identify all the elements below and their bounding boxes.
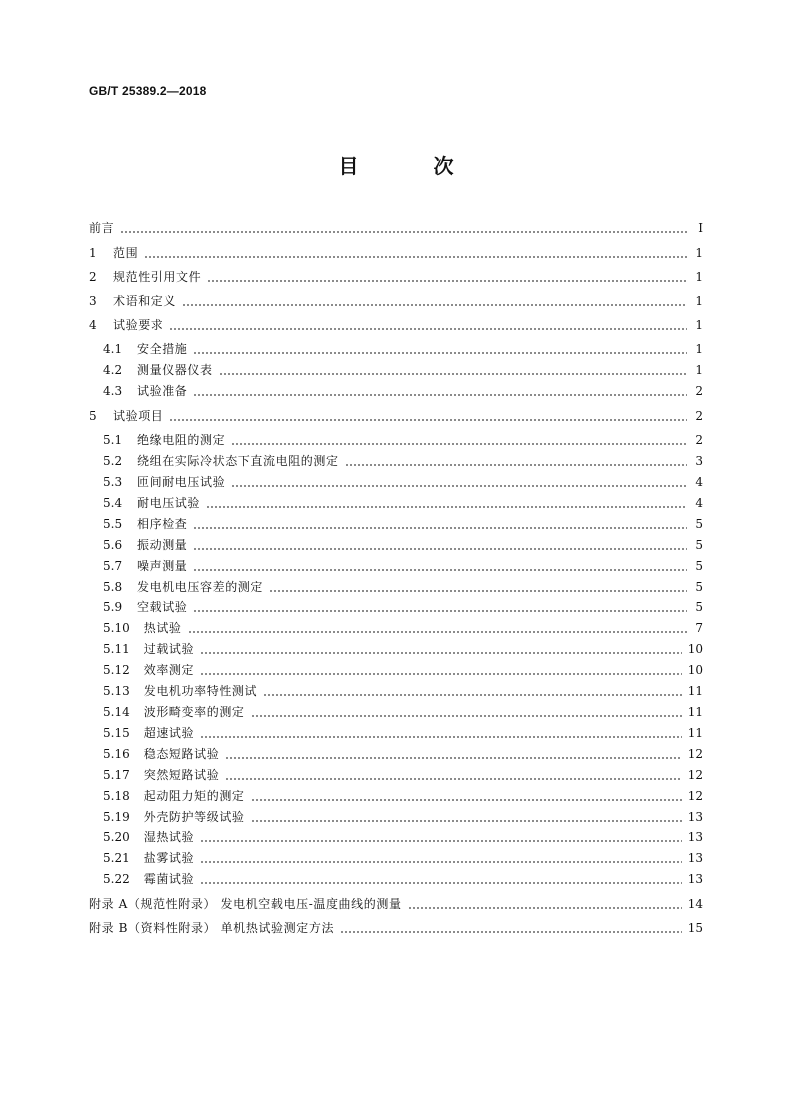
toc-entry[interactable] [103, 722, 703, 740]
toc-entry-label: 附录 B（资料性附录） 单机热试验测定方法 [89, 921, 335, 935]
dot-leader [251, 789, 682, 803]
toc-entry[interactable] [89, 266, 703, 284]
dot-leader [182, 294, 687, 308]
toc-entry-number: 5.4 [103, 496, 123, 510]
toc-entry-number: 5.2 [103, 454, 123, 468]
toc-entry-label: 湿热试验 [143, 830, 195, 844]
toc-entry-label: 突然短路试验 [143, 768, 220, 782]
toc-entry[interactable] [89, 893, 703, 911]
toc-entry-label: 热试验 [143, 621, 182, 635]
toc-entry-page: 11 [687, 684, 703, 698]
toc-entry-page: 2 [695, 409, 703, 423]
toc-entry-label: 起动阻力矩的测定 [143, 789, 245, 803]
toc-entry[interactable] [103, 471, 703, 489]
toc-entry[interactable] [89, 405, 703, 423]
toc-entry[interactable] [103, 492, 703, 510]
toc-entry-page: 13 [687, 872, 703, 886]
dot-leader [193, 538, 687, 552]
toc-entry-label: 测量仪器仪表 [137, 363, 213, 377]
toc-entry-page: 1 [695, 246, 703, 260]
toc-entry[interactable] [103, 680, 703, 698]
toc-entry-number: 5.19 [103, 810, 130, 824]
dot-leader [193, 342, 687, 356]
toc-entry-page: 5 [695, 559, 703, 573]
dot-leader [225, 768, 681, 782]
toc-entry-number: 4.3 [103, 384, 123, 398]
dot-leader [345, 454, 687, 468]
toc-entry-page: 5 [695, 580, 703, 594]
toc-entry-page: 1 [695, 363, 703, 377]
toc-entry-number: 2 [89, 270, 97, 284]
toc-entry-page: 5 [695, 538, 703, 552]
toc-entry-page: 14 [687, 897, 703, 911]
toc-entry-label: 附录 A（规范性附录） 发电机空载电压-温度曲线的测量 [89, 897, 402, 911]
toc-entry-number: 5.22 [103, 872, 130, 886]
toc-entry-page: 1 [695, 318, 703, 332]
dot-leader [120, 221, 687, 235]
toc-entry-label: 匝间耐电压试验 [137, 475, 226, 489]
toc-entry-page: 5 [695, 600, 703, 614]
toc-entry[interactable] [103, 429, 703, 447]
toc-entry-number: 4 [89, 318, 97, 332]
toc-entry-number: 5.10 [103, 621, 130, 635]
toc-entry-page: 12 [687, 747, 703, 761]
dot-leader [225, 747, 681, 761]
toc-entry[interactable] [103, 596, 703, 614]
toc-entry-label: 振动测量 [137, 538, 188, 552]
toc-entry-number: 1 [89, 246, 97, 260]
toc-entry[interactable] [103, 555, 703, 573]
dot-leader [231, 433, 687, 447]
dot-leader [193, 559, 687, 573]
toc-entry[interactable] [103, 450, 703, 468]
toc-entry[interactable] [89, 290, 703, 308]
toc-entry-page: 13 [687, 810, 703, 824]
toc-entry-page: 2 [695, 384, 703, 398]
dot-leader [263, 684, 682, 698]
toc-entry-page: 10 [687, 642, 703, 656]
toc-entry-page: 4 [695, 496, 703, 510]
toc-entry-label: 盐雾试验 [143, 851, 195, 865]
toc-entry[interactable] [103, 659, 703, 677]
dot-leader [340, 921, 682, 935]
dot-leader [408, 897, 682, 911]
dot-leader [193, 517, 687, 531]
toc-entry[interactable] [103, 359, 703, 377]
toc-title: 目 次 [338, 154, 488, 178]
dot-leader [200, 642, 682, 656]
toc-entry-label: 发电机功率特性测试 [143, 684, 258, 698]
toc-entry[interactable] [103, 868, 703, 886]
toc-entry-label: 霉菌试验 [143, 872, 195, 886]
toc-entry-label: 空载试验 [137, 600, 188, 614]
toc-entry-page: I [698, 221, 703, 235]
toc-entry-label: 效率测定 [143, 663, 195, 677]
dot-leader [169, 409, 687, 423]
toc-entry-label: 发电机电压容差的测定 [137, 580, 264, 594]
toc-entry-label: 前言 [89, 221, 115, 235]
toc-entry-page: 12 [687, 789, 703, 803]
toc-entry-page: 4 [695, 475, 703, 489]
toc-entry[interactable] [103, 701, 703, 719]
toc-entry-number: 5.1 [103, 433, 123, 447]
toc-entry-number: 5.15 [103, 726, 130, 740]
toc-entry[interactable] [103, 380, 703, 398]
toc-entry-label: 超速试验 [143, 726, 195, 740]
toc-entry-label: 外壳防护等级试验 [143, 810, 245, 824]
toc-entry[interactable] [103, 638, 703, 656]
toc-entry-page: 13 [687, 830, 703, 844]
toc-entry-label: 安全措施 [137, 342, 188, 356]
toc-entry[interactable] [103, 764, 703, 782]
toc-entry-page: 10 [687, 663, 703, 677]
dot-leader [251, 705, 682, 719]
toc-entry-label: 耐电压试验 [137, 496, 201, 510]
dot-leader [231, 475, 687, 489]
dot-leader [188, 621, 687, 635]
toc-entry-page: 2 [695, 433, 703, 447]
toc-entry[interactable] [103, 785, 703, 803]
toc-entry-page: 15 [687, 921, 703, 935]
dot-leader [200, 872, 682, 886]
toc-entry-label: 规范性引用文件 [113, 270, 202, 284]
toc-entry-number: 5.16 [103, 747, 130, 761]
toc-entry-page: 11 [687, 726, 703, 740]
dot-leader [200, 830, 682, 844]
toc-entry[interactable] [103, 826, 703, 844]
toc-entry-label: 稳态短路试验 [143, 747, 220, 761]
toc-entry-page: 1 [695, 270, 703, 284]
dot-leader [200, 851, 682, 865]
dot-leader [219, 363, 687, 377]
toc-entry-page: 3 [695, 454, 703, 468]
toc-entry-label: 相序检查 [137, 517, 188, 531]
toc-entry[interactable] [89, 242, 703, 260]
toc-entry[interactable] [103, 743, 703, 761]
toc-entry-number: 4.1 [103, 342, 123, 356]
toc-entry-page: 1 [695, 294, 703, 308]
toc-entry-number: 4.2 [103, 363, 123, 377]
dot-leader [251, 810, 682, 824]
document-code: GB/T 25389.2—2018 [89, 84, 207, 98]
dot-leader [193, 384, 687, 398]
dot-leader [200, 663, 682, 677]
toc-entry-number: 5.21 [103, 851, 130, 865]
toc-entry-number: 5.5 [103, 517, 123, 531]
dot-leader [169, 318, 687, 332]
toc-entry[interactable] [103, 534, 703, 552]
toc-entry[interactable] [103, 847, 703, 865]
toc-entry-number: 5.13 [103, 684, 130, 698]
toc-entry-label: 绕组在实际冷状态下直流电阻的测定 [137, 454, 339, 468]
toc-entry-number: 5.17 [103, 768, 130, 782]
toc-entry[interactable] [103, 617, 703, 635]
toc-entry-number: 5.8 [103, 580, 123, 594]
toc-entry[interactable] [89, 917, 703, 935]
toc-entry-number: 5.18 [103, 789, 130, 803]
toc-entry-label: 范围 [113, 246, 139, 260]
toc-entry-number: 5.12 [103, 663, 130, 677]
toc-entry-page: 7 [695, 621, 703, 635]
toc-entry[interactable] [89, 314, 703, 332]
toc-entry-number: 5.3 [103, 475, 123, 489]
toc-entry-number: 5.20 [103, 830, 130, 844]
toc-entry-label: 试验准备 [137, 384, 188, 398]
toc-entry-number: 5.11 [103, 642, 130, 656]
toc-entry-label: 噪声测量 [137, 559, 188, 573]
toc-entry-number: 5 [89, 409, 97, 423]
toc-entry-page: 11 [687, 705, 703, 719]
toc-entry-number: 3 [89, 294, 97, 308]
dot-leader [269, 580, 687, 594]
toc-entry-label: 试验要求 [113, 318, 164, 332]
toc-entry[interactable] [103, 576, 703, 594]
dot-leader [144, 246, 687, 260]
toc-entry-number: 5.7 [103, 559, 123, 573]
toc-entry[interactable] [89, 217, 703, 235]
dot-leader [193, 600, 687, 614]
toc-entry-page: 1 [695, 342, 703, 356]
toc-entry-label: 试验项目 [113, 409, 164, 423]
toc-entry-number: 5.6 [103, 538, 123, 552]
toc-entry-label: 术语和定义 [113, 294, 177, 308]
toc-entry[interactable] [103, 513, 703, 531]
toc-entry-page: 5 [695, 517, 703, 531]
toc-entry-label: 过载试验 [143, 642, 195, 656]
toc-entry[interactable] [103, 338, 703, 356]
toc-entry-label: 绝缘电阻的测定 [137, 433, 226, 447]
toc-entry[interactable] [103, 806, 703, 824]
dot-leader [200, 726, 682, 740]
toc-entry-page: 12 [687, 768, 703, 782]
toc-entry-number: 5.9 [103, 600, 123, 614]
toc-entry-label: 波形畸变率的测定 [143, 705, 245, 719]
dot-leader [207, 270, 687, 284]
toc-entry-page: 13 [687, 851, 703, 865]
dot-leader [206, 496, 687, 510]
toc-entry-number: 5.14 [103, 705, 130, 719]
